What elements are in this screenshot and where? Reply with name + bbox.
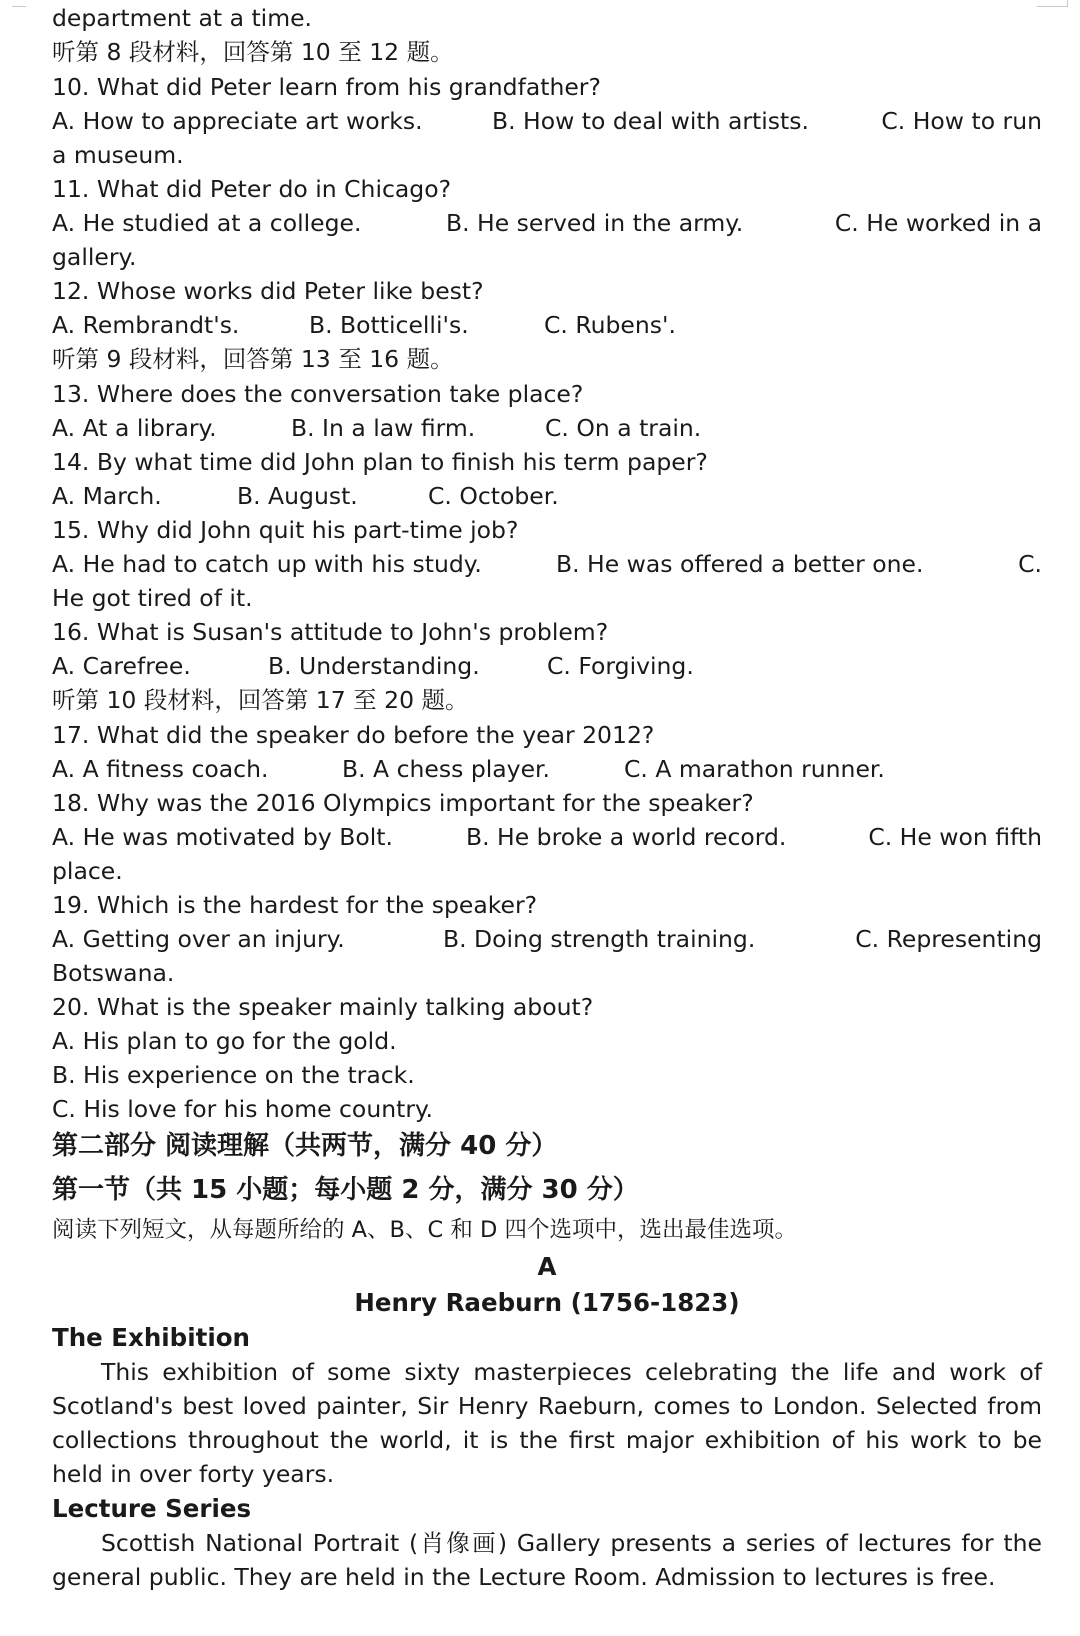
option-b: B. He broke a world record. bbox=[466, 823, 787, 851]
option-c: C. Rubens'. bbox=[544, 311, 676, 339]
option-c: C. He worked in a bbox=[834, 209, 1042, 237]
question-10-options bbox=[52, 104, 1042, 138]
section-heading: 第一节（共 15 小题；每小题 2 分，满分 30 分） bbox=[52, 1175, 639, 1205]
question-10: 10. What did Peter learn from his grandfather? bbox=[52, 73, 601, 101]
paragraph-line: general public. They are held in the Lecture Room. Admission to lectures is free. bbox=[52, 1563, 996, 1591]
option-b: B. Understanding. bbox=[268, 652, 480, 680]
question-11: 11. What did Peter do in Chicago? bbox=[52, 175, 452, 203]
option-c: C. How to run bbox=[881, 107, 1042, 135]
question-12-options bbox=[52, 308, 1042, 342]
question-18: 18. Why was the 2016 Olympics important for the speaker? bbox=[52, 789, 754, 817]
subheading-lecture-series: Lecture Series bbox=[52, 1494, 252, 1523]
option-b: B. He was offered a better one. bbox=[556, 550, 924, 578]
subheading-exhibition: The Exhibition bbox=[52, 1323, 250, 1352]
question-17: 17. What did the speaker do before the year 2012? bbox=[52, 721, 655, 749]
option-b: B. How to deal with artists. bbox=[492, 107, 809, 135]
section-instruction: 听第 8 段材料，回答第 10 至 12 题。 bbox=[52, 38, 454, 66]
question-15: 15. Why did John quit his part-time job? bbox=[52, 516, 519, 544]
section-instruction: 听第 10 段材料，回答第 17 至 20 题。 bbox=[52, 686, 469, 714]
paragraph-line: held in over forty years. bbox=[52, 1460, 335, 1488]
option-c-continued: He got tired of it. bbox=[52, 584, 253, 612]
reading-instruction: 阅读下列短文，从每题所给的 A、B、C 和 D 四个选项中，选出最佳选项。 bbox=[52, 1217, 797, 1243]
option-c: C. He won fifth bbox=[868, 823, 1042, 851]
text-line: department at a time. bbox=[52, 4, 313, 32]
option-c: C. His love for his home country. bbox=[52, 1095, 434, 1123]
option-c: C. Representing bbox=[855, 925, 1042, 953]
section-instruction: 听第 9 段材料，回答第 13 至 16 题。 bbox=[52, 345, 454, 373]
part-heading: 第二部分 阅读理解（共两节，满分 40 分） bbox=[52, 1131, 558, 1161]
option-b: B. In a law firm. bbox=[291, 414, 476, 442]
question-13-options bbox=[52, 411, 1042, 445]
option-b: B. Doing strength training. bbox=[443, 925, 756, 953]
option-a: A. He had to catch up with his study. bbox=[52, 550, 482, 578]
question-20: 20. What is the speaker mainly talking about? bbox=[52, 993, 594, 1021]
question-18-options bbox=[52, 820, 1042, 854]
option-c: C. Forgiving. bbox=[547, 652, 694, 680]
question-19-options bbox=[52, 922, 1042, 956]
option-a: A. March. bbox=[52, 482, 162, 510]
option-c: C. bbox=[1018, 550, 1042, 578]
option-a: A. He was motivated by Bolt. bbox=[52, 823, 393, 851]
passage-title: Henry Raeburn (1756-1823) bbox=[354, 1288, 740, 1317]
question-13: 13. Where does the conversation take place? bbox=[52, 380, 584, 408]
option-a: A. His plan to go for the gold. bbox=[52, 1027, 397, 1055]
option-a: A. Getting over an injury. bbox=[52, 925, 345, 953]
option-b: B. He served in the army. bbox=[446, 209, 744, 237]
question-17-options bbox=[52, 752, 1042, 786]
option-b: B. His experience on the track. bbox=[52, 1061, 415, 1089]
option-a: A. Rembrandt's. bbox=[52, 311, 240, 339]
question-14: 14. By what time did John plan to finish his term paper? bbox=[52, 448, 708, 476]
question-16: 16. What is Susan's attitude to John's problem? bbox=[52, 618, 609, 646]
option-a: A. At a library. bbox=[52, 414, 217, 442]
paragraph-line: This exhibition of some sixty masterpieces celebrating the life and work of bbox=[101, 1358, 1042, 1386]
option-c: C. October. bbox=[428, 482, 559, 510]
option-a: A. How to appreciate art works. bbox=[52, 107, 423, 135]
paragraph-line: collections throughout the world, it is the first major exhibition of his work to be bbox=[52, 1426, 1042, 1454]
passage-letter: A bbox=[537, 1252, 557, 1281]
question-19: 19. Which is the hardest for the speaker? bbox=[52, 891, 538, 919]
option-c-continued: gallery. bbox=[52, 243, 137, 271]
question-15-options bbox=[52, 547, 1042, 581]
option-c-continued: place. bbox=[52, 857, 123, 885]
option-a: A. A fitness coach. bbox=[52, 755, 269, 783]
question-16-options bbox=[52, 649, 1042, 683]
question-14-options bbox=[52, 479, 1042, 513]
option-a: A. Carefree. bbox=[52, 652, 191, 680]
option-c: C. A marathon runner. bbox=[624, 755, 885, 783]
question-12: 12. Whose works did Peter like best? bbox=[52, 277, 484, 305]
option-b: B. August. bbox=[237, 482, 358, 510]
paragraph-line: Scotland's best loved painter, Sir Henry Raeburn, comes to London. Selected from bbox=[52, 1392, 1042, 1420]
paragraph-line: Scottish National Portrait (肖像画) Gallery presents a series of lectures for the bbox=[101, 1529, 1042, 1557]
option-b: B. Botticelli's. bbox=[309, 311, 469, 339]
option-c: C. On a train. bbox=[545, 414, 702, 442]
option-c-continued: Botswana. bbox=[52, 959, 175, 987]
option-c-continued: a museum. bbox=[52, 141, 184, 169]
page-corner-mark-left bbox=[12, 0, 26, 7]
question-11-options bbox=[52, 206, 1042, 240]
option-a: A. He studied at a college. bbox=[52, 209, 362, 237]
option-b: B. A chess player. bbox=[342, 755, 551, 783]
